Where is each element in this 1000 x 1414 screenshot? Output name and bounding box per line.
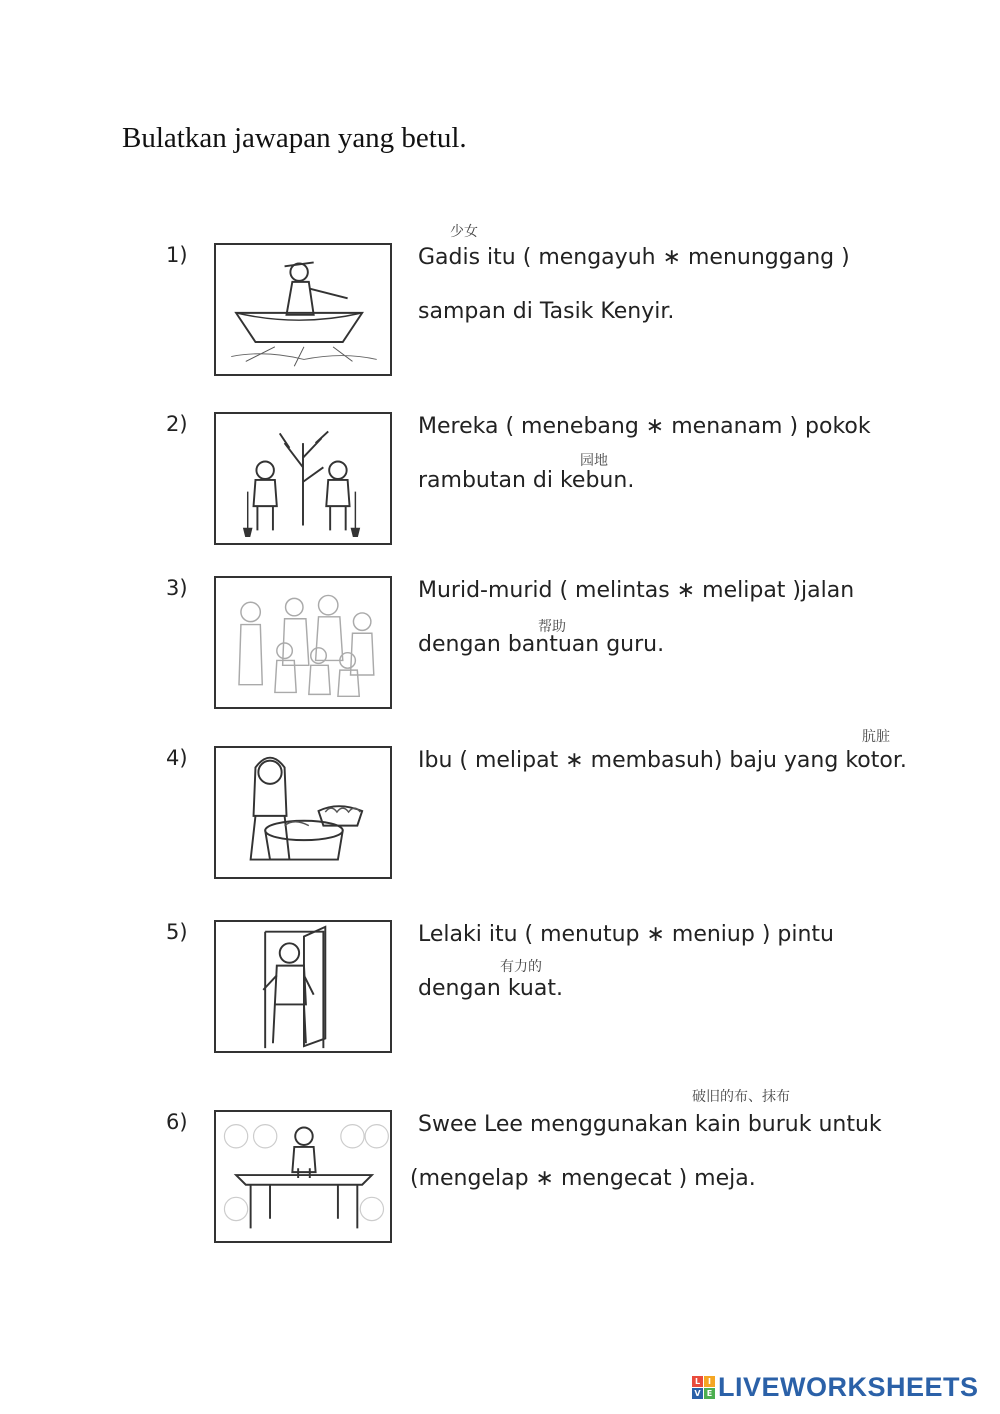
question-6 xyxy=(0,1089,1000,1250)
question-sentence-line-2: dengan kuat. xyxy=(418,976,563,1001)
question-sentence-line-1: Swee Lee menggunakan kain buruk untuk xyxy=(418,1112,882,1137)
question-number: 4) xyxy=(166,746,188,770)
chinese-gloss: 有力的 xyxy=(500,959,542,975)
question-sentence-line-1[interactable]: Murid-murid ( melintas ∗ melipat )jalan xyxy=(418,578,855,603)
question-1 xyxy=(0,224,1000,383)
question-sentence-line-2: sampan di Tasik Kenyir. xyxy=(418,299,675,324)
chinese-gloss: 少女 xyxy=(450,224,478,240)
badge-letter: V xyxy=(692,1388,703,1399)
question-sentence-line-2: dengan bantuan guru. xyxy=(418,632,665,657)
girl-wiping-table-illustration xyxy=(214,1110,392,1243)
question-sentence-line-2: rambutan di kebun. xyxy=(418,468,635,493)
question-sentence-line-1[interactable]: Lelaki itu ( menutup ∗ meniup ) pintu xyxy=(418,922,834,947)
instruction-text: Bulatkan jawapan yang betul. xyxy=(122,122,467,154)
children-crossing-road-illustration xyxy=(214,576,392,709)
badge-letter: E xyxy=(704,1388,715,1399)
badge-letter: L xyxy=(692,1376,703,1387)
question-sentence-line-2[interactable]: (mengelap ∗ mengecat ) meja. xyxy=(410,1166,756,1191)
mother-washing-clothes-illustration xyxy=(214,746,392,879)
question-2 xyxy=(0,412,1000,552)
chinese-gloss: 肮脏 xyxy=(862,729,890,745)
girl-rowing-boat-illustration xyxy=(214,243,392,376)
question-sentence-line-1[interactable]: Mereka ( menebang ∗ menanam ) pokok xyxy=(418,414,871,439)
question-3 xyxy=(0,576,1000,716)
question-sentence-line-1[interactable]: Gadis itu ( mengayuh ∗ menunggang ) xyxy=(418,245,850,270)
question-number: 1) xyxy=(166,243,188,267)
question-4 xyxy=(0,729,1000,886)
chinese-gloss: 园地 xyxy=(580,453,608,469)
two-boys-planting-tree-illustration xyxy=(214,412,392,545)
question-sentence-line-1[interactable]: Ibu ( melipat ∗ membasuh) baju yang kotor. xyxy=(418,748,907,773)
question-number: 2) xyxy=(166,412,188,436)
badge-letter: I xyxy=(704,1376,715,1387)
man-closing-door-illustration xyxy=(214,920,392,1053)
liveworksheets-logo xyxy=(692,1372,979,1403)
chinese-gloss: 帮助 xyxy=(538,619,566,635)
question-number: 5) xyxy=(166,920,188,944)
liveworksheets-badge-icon xyxy=(692,1376,715,1399)
brand-name: LIVEWORKSHEETS xyxy=(718,1372,979,1402)
question-5 xyxy=(0,920,1000,1060)
question-number: 6) xyxy=(166,1110,188,1134)
chinese-gloss: 破旧的布、抹布 xyxy=(692,1089,790,1105)
question-number: 3) xyxy=(166,576,188,600)
